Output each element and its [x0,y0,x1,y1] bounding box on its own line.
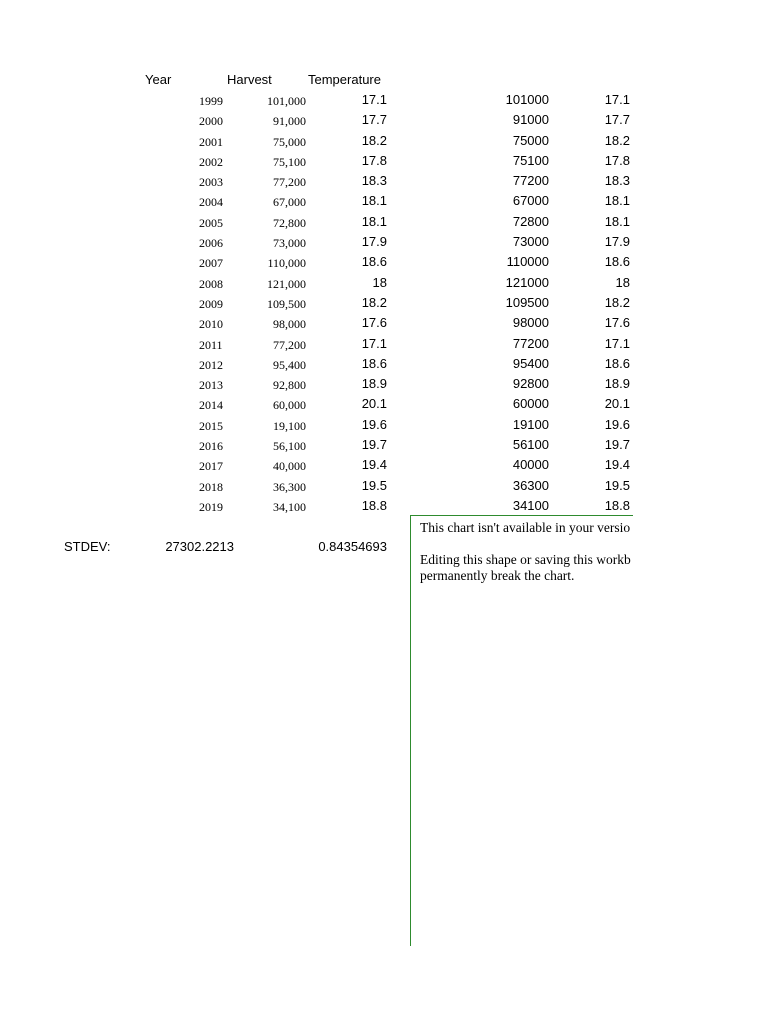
chart-warning-text-2: permanently break the chart. [420,568,575,583]
cell-temperature-raw: 18.6 [604,254,630,270]
cell-harvest: 36,300 [273,479,306,494]
cell-temperature: 18.1 [361,213,387,229]
cell-temperature: 19.6 [361,416,387,432]
cell-harvest-raw: 95400 [512,355,549,371]
cell-temperature-raw: 18.9 [604,376,630,392]
cell-harvest: 34,100 [273,499,306,514]
cell-harvest-raw: 34100 [512,497,549,513]
table-row [400,133,632,153]
table-row [400,234,632,254]
cell-year: 2012 [199,357,223,372]
cell-year: 2009 [199,296,223,311]
cell-harvest-raw: 109500 [505,294,549,310]
cell-year: 2004 [199,195,223,210]
table-row [400,112,632,132]
table-row [0,396,400,416]
table-row [0,417,400,437]
cell-temperature: 18.8 [361,497,387,513]
table-row [400,153,632,173]
cell-harvest-raw: 121000 [505,274,549,290]
cell-harvest-raw: 67000 [512,193,549,209]
cell-temperature-raw: 18.2 [604,132,630,148]
cell-harvest-raw: 92800 [512,376,549,392]
cell-harvest-raw: 75100 [512,152,549,168]
table-row [400,193,632,213]
cell-temperature-raw: 19.5 [604,477,630,493]
cell-temperature: 19.5 [361,477,387,493]
cell-harvest-raw: 73000 [512,234,549,250]
cell-year: 2013 [199,378,223,393]
cell-year: 2019 [199,499,223,514]
cell-year: 2007 [199,256,223,271]
table-row [0,214,400,234]
cell-temperature: 18.6 [361,355,387,371]
cell-harvest-raw: 75000 [512,132,549,148]
cell-year: 2003 [199,175,223,190]
cell-harvest: 109,500 [267,296,306,311]
cell-temperature: 17.1 [361,335,387,351]
cell-temperature: 17.1 [361,92,387,107]
table-row [0,478,400,498]
table-row [0,133,400,153]
cell-harvest-raw: 19100 [512,416,549,432]
cell-temperature: 18.2 [361,294,387,310]
cell-harvest-raw: 56100 [512,437,549,453]
table-row [400,437,632,457]
stdev-harvest-value: 27302.2213 [165,539,234,554]
cell-temperature-raw: 17.6 [604,315,630,331]
cell-temperature: 17.9 [361,234,387,250]
cell-temperature-raw: 18.3 [604,173,630,189]
chart-unavailable-text: This chart isn't available in your versio [420,520,631,535]
table-row [400,396,632,416]
table-row [0,173,400,193]
table-row [0,234,400,254]
cell-harvest-raw: 77200 [512,173,549,189]
table-row [0,336,400,356]
cell-harvest-raw: 36300 [512,477,549,493]
cell-temperature: 18.1 [361,193,387,209]
table-row [400,315,632,335]
cell-harvest: 77,200 [273,175,306,190]
chart-placeholder-shape[interactable] [410,515,633,946]
data-table-raw [400,92,632,518]
cell-temperature: 18.9 [361,376,387,392]
table-row [400,295,632,315]
cell-year: 2015 [199,418,223,433]
cell-harvest: 67,000 [273,195,306,210]
cell-temperature-raw: 18.1 [604,193,630,209]
cell-year: 2010 [199,317,223,332]
cell-temperature-raw: 17.7 [604,112,630,128]
cell-year: 2000 [199,114,223,129]
table-row [400,457,632,477]
cell-temperature: 18.6 [361,254,387,270]
header-temperature: Temperature [308,72,381,87]
table-row [400,214,632,234]
cell-temperature: 20.1 [361,396,387,412]
cell-harvest: 92,800 [273,378,306,393]
cell-harvest-raw: 40000 [512,457,549,473]
cell-temperature-raw: 18.8 [604,497,630,513]
cell-year: 2011 [199,337,223,352]
table-row [400,275,632,295]
table-row [400,376,632,396]
cell-temperature-raw: 17.8 [604,152,630,168]
cell-harvest: 91,000 [273,114,306,129]
cell-temperature-raw: 18.1 [604,213,630,229]
table-row [0,112,400,132]
table-row [400,336,632,356]
table-row [400,173,632,193]
cell-temperature: 17.7 [361,112,387,128]
cell-temperature: 19.7 [361,437,387,453]
cell-temperature: 19.4 [361,457,387,473]
cell-year: 2008 [199,276,223,291]
stdev-temperature-value: 0.84354693 [318,539,387,554]
cell-harvest: 110,000 [267,256,306,271]
cell-year: 2006 [199,236,223,251]
cell-harvest: 75,100 [273,154,306,169]
table-row [400,254,632,274]
cell-harvest: 95,400 [273,357,306,372]
table-row [0,153,400,173]
cell-year: 2001 [199,134,223,149]
table-row [0,275,400,295]
cell-harvest: 75,000 [273,134,306,149]
cell-harvest: 101,000 [267,94,306,108]
table-row [400,92,632,112]
cell-harvest-raw: 91000 [512,112,549,128]
cell-year: 2017 [199,459,223,474]
table-row [0,254,400,274]
cell-harvest-raw: 98000 [512,315,549,331]
cell-year: 2002 [199,154,223,169]
table-row [0,295,400,315]
cell-temperature: 18.3 [361,173,387,189]
cell-year: 2016 [199,439,223,454]
cell-temperature-raw: 20.1 [604,396,630,412]
cell-harvest-raw: 101000 [505,92,549,107]
cell-year: 2005 [199,215,223,230]
cell-harvest: 98,000 [273,317,306,332]
cell-temperature: 17.6 [361,315,387,331]
table-row [0,92,400,112]
cell-harvest: 19,100 [273,418,306,433]
cell-temperature-raw: 18.6 [604,355,630,371]
table-row [0,457,400,477]
cell-temperature-raw: 18 [615,274,630,290]
cell-harvest: 121,000 [267,276,306,291]
data-table-formatted [0,92,400,518]
cell-temperature: 18.2 [361,132,387,148]
cell-harvest: 77,200 [273,337,306,352]
chart-placeholder-message [411,516,633,584]
cell-harvest: 56,100 [273,439,306,454]
table-row [0,193,400,213]
cell-year: 1999 [199,94,223,108]
cell-year: 2018 [199,479,223,494]
stdev-label: STDEV: [64,539,111,554]
cell-temperature-raw: 17.1 [604,92,630,107]
cell-temperature-raw: 17.1 [604,335,630,351]
cell-harvest: 60,000 [273,398,306,413]
cell-temperature-raw: 19.6 [604,416,630,432]
header-year: Year [145,72,172,87]
table-row [400,356,632,376]
cell-harvest: 72,800 [273,215,306,230]
cell-harvest: 40,000 [273,459,306,474]
cell-temperature-raw: 18.2 [604,294,630,310]
table-row [400,478,632,498]
cell-harvest-raw: 72800 [512,213,549,229]
cell-temperature-raw: 19.4 [604,457,630,473]
chart-warning-text-1: Editing this shape or saving this workb [420,552,631,567]
cell-harvest-raw: 110000 [506,254,549,270]
table-row [0,315,400,335]
cell-temperature-raw: 19.7 [604,437,630,453]
cell-harvest-raw: 60000 [512,396,549,412]
cell-year: 2014 [199,398,223,413]
cell-temperature-raw: 17.9 [604,234,630,250]
header-harvest: Harvest [227,72,272,87]
cell-temperature: 17.8 [361,152,387,168]
table-row [400,417,632,437]
table-row [0,437,400,457]
cell-harvest-raw: 77200 [512,335,549,351]
table-row [0,356,400,376]
cell-temperature: 18 [372,274,387,290]
table-row [0,376,400,396]
table-row [0,498,400,518]
cell-harvest: 73,000 [273,236,306,251]
